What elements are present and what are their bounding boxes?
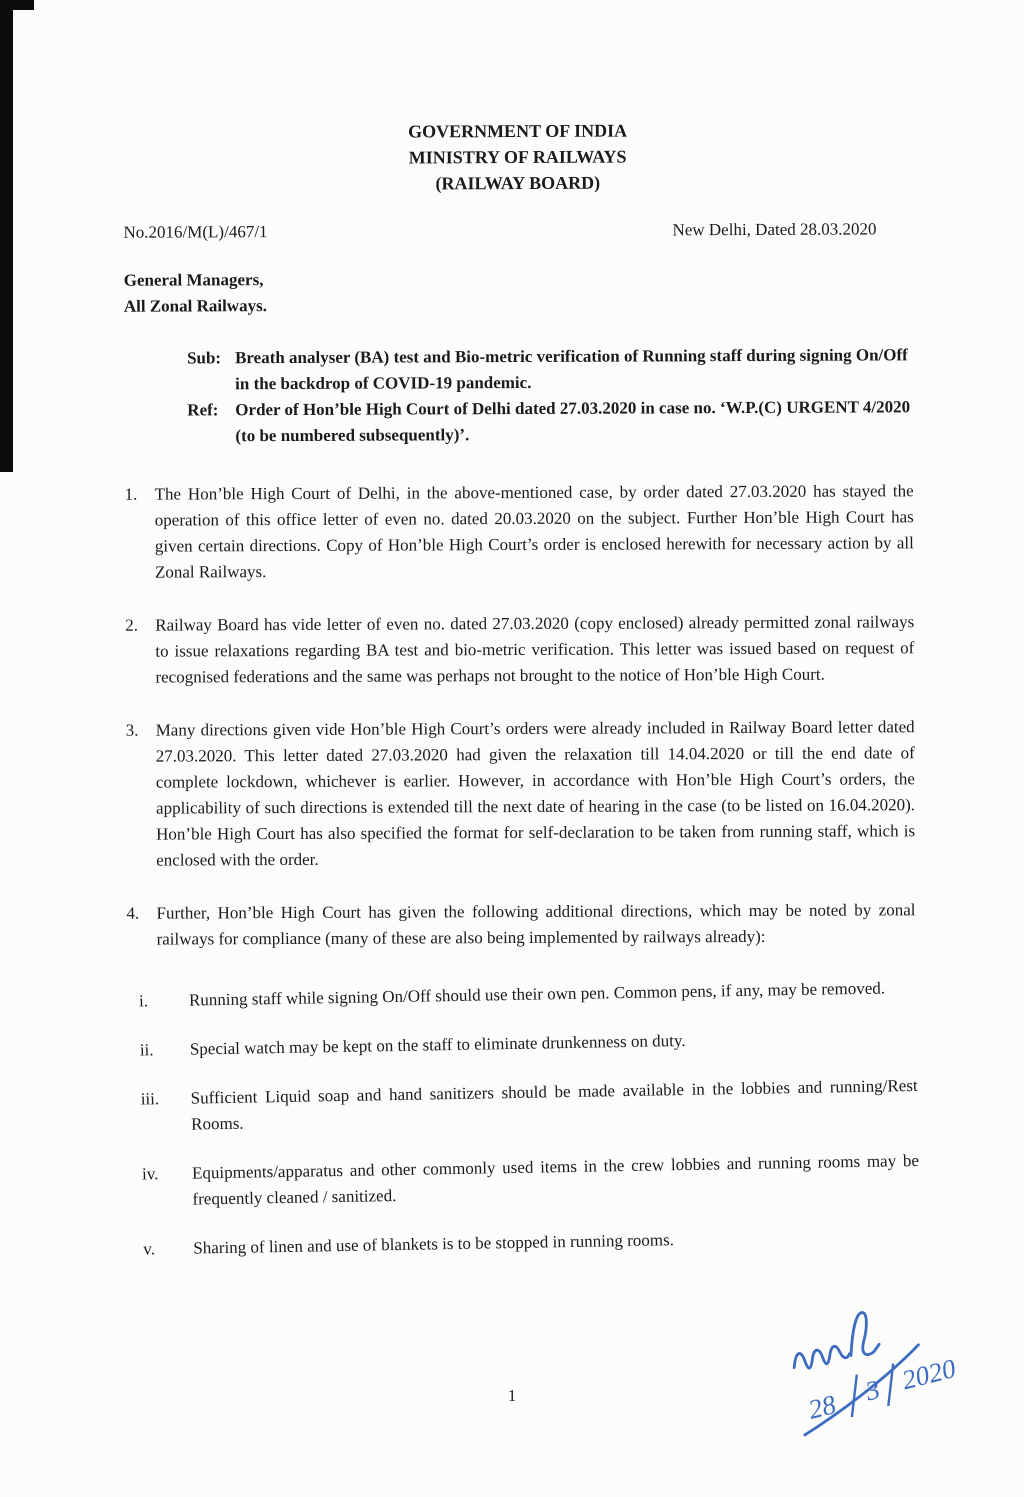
direction-number: iv.: [141, 1164, 159, 1184]
reference-text: Order of Hon’ble High Court of Delhi dated 27.03.2020 in case no. ‘W.P.(C) URGENT 4/2020 (to be numbered subsequently)’.: [235, 397, 911, 446]
direction-item-iv: [130, 1148, 920, 1214]
direction-number: iii.: [140, 1089, 160, 1109]
reference-subject-row: [187, 394, 913, 449]
place-and-date: New Delhi, Dated 28.03.2020: [672, 219, 877, 240]
signature-month: 3: [862, 1374, 883, 1407]
direction-item-iii: [129, 1073, 919, 1139]
direction-number: i.: [138, 991, 149, 1011]
signature-flourish: [842, 1310, 881, 1358]
subject-text: Breath analyser (BA) test and Bio-metric verification of Running staff during signing On/Off in the backdrop of COVID-19 pandemic.: [235, 345, 908, 394]
letter-content: [123, 116, 920, 1285]
direction-number: v.: [143, 1239, 156, 1259]
paragraph-number: 1.: [124, 484, 138, 504]
board-name: (RAILWAY BOARD): [435, 172, 601, 194]
org-name: GOVERNMENT OF INDIA: [407, 120, 628, 142]
signature-svg: [766, 1288, 1016, 1438]
direction-item-v: [131, 1223, 920, 1263]
page-number: 1: [507, 1386, 517, 1405]
direction-text: Sufficient Liquid soap and hand sanitizers should be made available in the lobbies and running/Rest Rooms.: [190, 1075, 918, 1134]
ministry-name: MINISTRY OF RAILWAYS: [408, 146, 627, 168]
subject-row: [187, 342, 913, 397]
letterhead: [123, 116, 912, 197]
direction-text: Special watch may be kept on the staff to eliminate drunkenness on duty.: [189, 1030, 686, 1059]
direction-text: Equipments/apparatus and other commonly used items in the crew lobbies and running rooms may be frequently cleaned / sanitized.: [191, 1150, 920, 1209]
signature-scribble: [791, 1342, 850, 1372]
addressee-line-2: All Zonal Railways.: [123, 296, 267, 316]
reference-row: [123, 216, 912, 245]
paragraph-text: Many directions given vide Hon’ble High Court’s orders were already included in Railway Board letter dated 27.03.2020. This letter dated 27.03.2020 had given the relaxation till 14.04.2020 or till the end date of complete lockdown, whichever is earlier. However, in accordance with Hon’ble High Court’s orders, the applicability of such directions is extended till the next date of hearing in the case (to be listed on 16.04.2020). Hon’ble High Court has also specified the format for self-declaration to be taken from running staff, which is enclosed with the order.: [155, 717, 916, 870]
direction-text: Sharing of linen and use of blankets is to be stopped in running rooms.: [193, 1230, 675, 1258]
signature-year: 2020: [899, 1353, 959, 1396]
paragraph-number: 3.: [125, 720, 139, 740]
direction-number: ii.: [139, 1040, 154, 1060]
direction-item-i: [127, 975, 916, 1015]
paragraph-text: The Hon’ble High Court of Delhi, in the above-mentioned case, by order dated 27.03.2020 has stayed the operation of this office letter of even no. dated 20.03.2020 on the subject. Further Hon’ble High Court has given certain directions. Copy of Hon’ble High Court’s order is enclosed herewith for necessary action by all Zonal Railways.: [154, 481, 914, 582]
direction-item-ii: [128, 1024, 917, 1064]
reference-label: Ref:: [187, 400, 219, 420]
paragraph-2: [125, 609, 914, 690]
addressee-line-1: General Managers,: [123, 270, 264, 290]
subject-label: Sub:: [187, 348, 222, 368]
scan-artifact-strip: [0, 0, 13, 472]
paragraph-number: 4.: [126, 903, 140, 923]
handwritten-signature: [766, 1288, 1016, 1438]
addressee: [124, 264, 913, 319]
signature-day: 28: [805, 1389, 839, 1425]
paragraph-text: Further, Hon’ble High Court has given the following additional directions, which may be noted by zonal railways for compliance (many of these are also being implemented by railways already):: [156, 900, 916, 949]
paragraph-text: Railway Board has vide letter of even no. dated 27.03.2020 (copy enclosed) already permitted zonal railways to issue relaxations regarding BA test and bio-metric verification. This letter was issued based on request of recognised federations and the same was perhaps not brought to the notice of Hon’ble High Court.: [155, 612, 915, 687]
direction-list: [127, 975, 921, 1263]
paragraph-number: 2.: [125, 615, 139, 635]
scan-artifact-corner: [0, 0, 34, 10]
subject-block: [187, 342, 913, 449]
paragraph-4: [126, 897, 915, 952]
paragraph-3: [126, 714, 916, 873]
letter-number: No.2016/M(L)/467/1: [123, 222, 268, 242]
paragraph-1: [125, 478, 914, 585]
direction-text: Running staff while signing On/Off should use their own pen. Common pens, if any, may be removed.: [188, 978, 886, 1010]
